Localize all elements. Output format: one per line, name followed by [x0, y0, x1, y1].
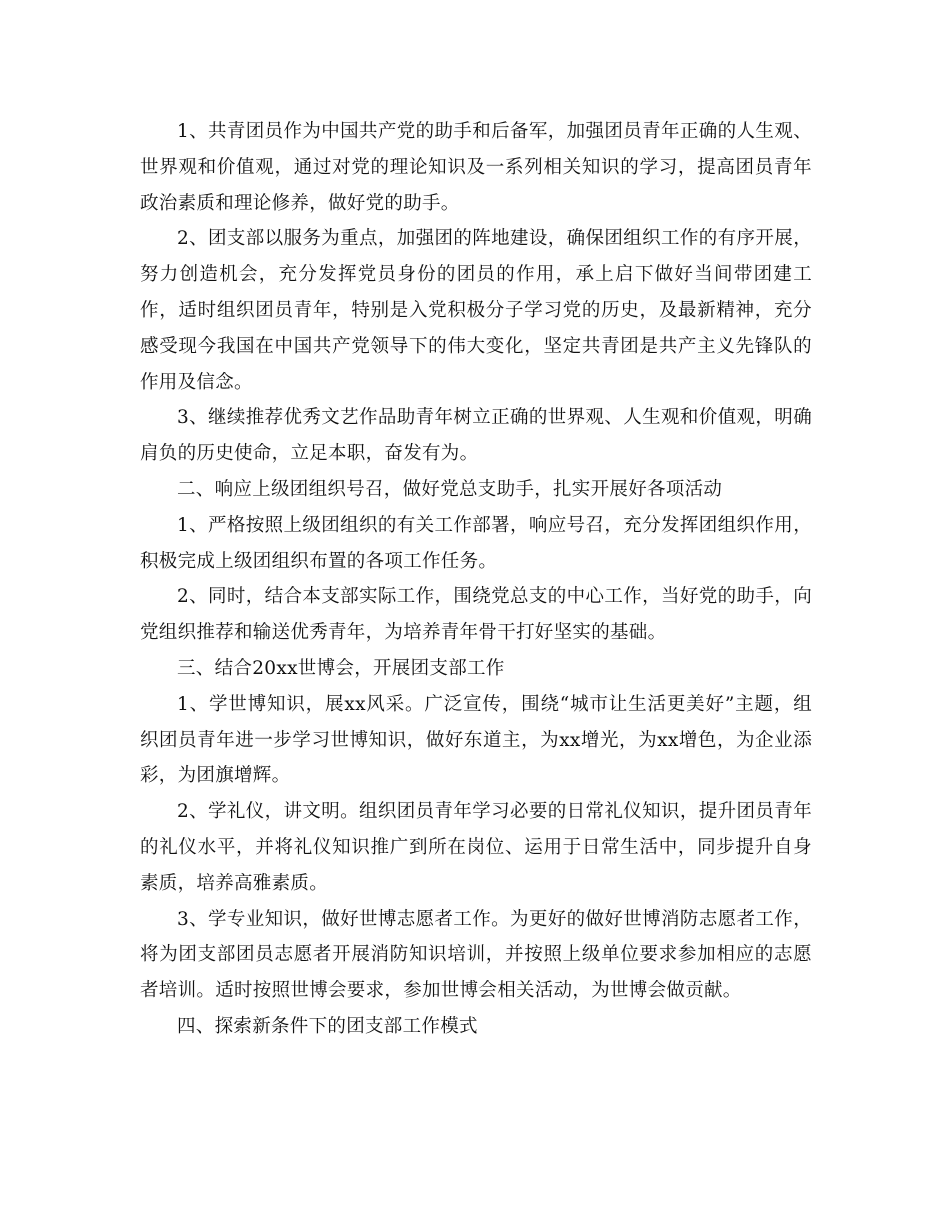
paragraph: 2、同时，结合本支部实际工作，围绕党总支的中心工作，当好党的助手，向党组织推荐和输送优秀青年，为培养青年骨干打好坚实的基础。 — [140, 586, 812, 644]
paragraph: 3、继续推荐优秀文艺作品助青年树立正确的世界观、人生观和价值观，明确肩负的历史使命，立足本职，奋发有为。 — [140, 407, 812, 465]
paragraph: 2、学礼仪，讲文明。组织团员青年学习必要的日常礼仪知识，提升团员青年的礼仪水平，并将礼仪知识推广到所在岗位、运用于日常生活中，同步提升自身素质，培养高雅素质。 — [140, 801, 812, 894]
document-body — [140, 114, 812, 1045]
section-heading: 三、结合20xx世博会，开展团支部工作 — [177, 657, 505, 679]
section-heading: 二、响应上级团组织号召，做好党总支助手，扎实开展好各项活动 — [177, 478, 723, 500]
paragraph: 1、严格按照上级团组织的有关工作部署，响应号召，充分发挥团组织作用，积极完成上级团组织布置的各项工作任务。 — [140, 514, 812, 572]
paragraph: 1、共青团员作为中国共产党的助手和后备军，加强团员青年正确的人生观、世界观和价值观，通过对党的理论知识及一系列相关知识的学习，提高团员青年政治素质和理论修养，做好党的助手。 — [140, 121, 812, 214]
paragraph: 1、学世博知识，展xx风采。广泛宣传，围绕“城市让生活更美好”主题，组织团员青年进一步学习世博知识，做好东道主，为xx增光，为xx增色，为企业添彩，为团旗增辉。 — [140, 693, 812, 787]
paragraph: 2、团支部以服务为重点，加强团的阵地建设，确保团组织工作的有序开展，努力创造机会，充分发挥党员身份的团员的作用，承上启下做好当间带团建工作，适时组织团员青年，特别是入党积极分子学习党的历史，及最新精神，充分感受现今我国在中国共产党领导下的伟大变化，坚定共青团是共产主义先锋队的作用及信念。 — [140, 228, 812, 393]
paragraph: 3、学专业知识，做好世博志愿者工作。为更好的做好世博消防志愿者工作，将为团支部团员志愿者开展消防知识培训，并按照上级单位要求参加相应的志愿者培训。适时按照世博会要求，参加世博会相关活动，为世博会做贡献。 — [140, 908, 812, 1002]
section-heading: 四、探索新条件下的团支部工作模式 — [177, 1015, 478, 1037]
